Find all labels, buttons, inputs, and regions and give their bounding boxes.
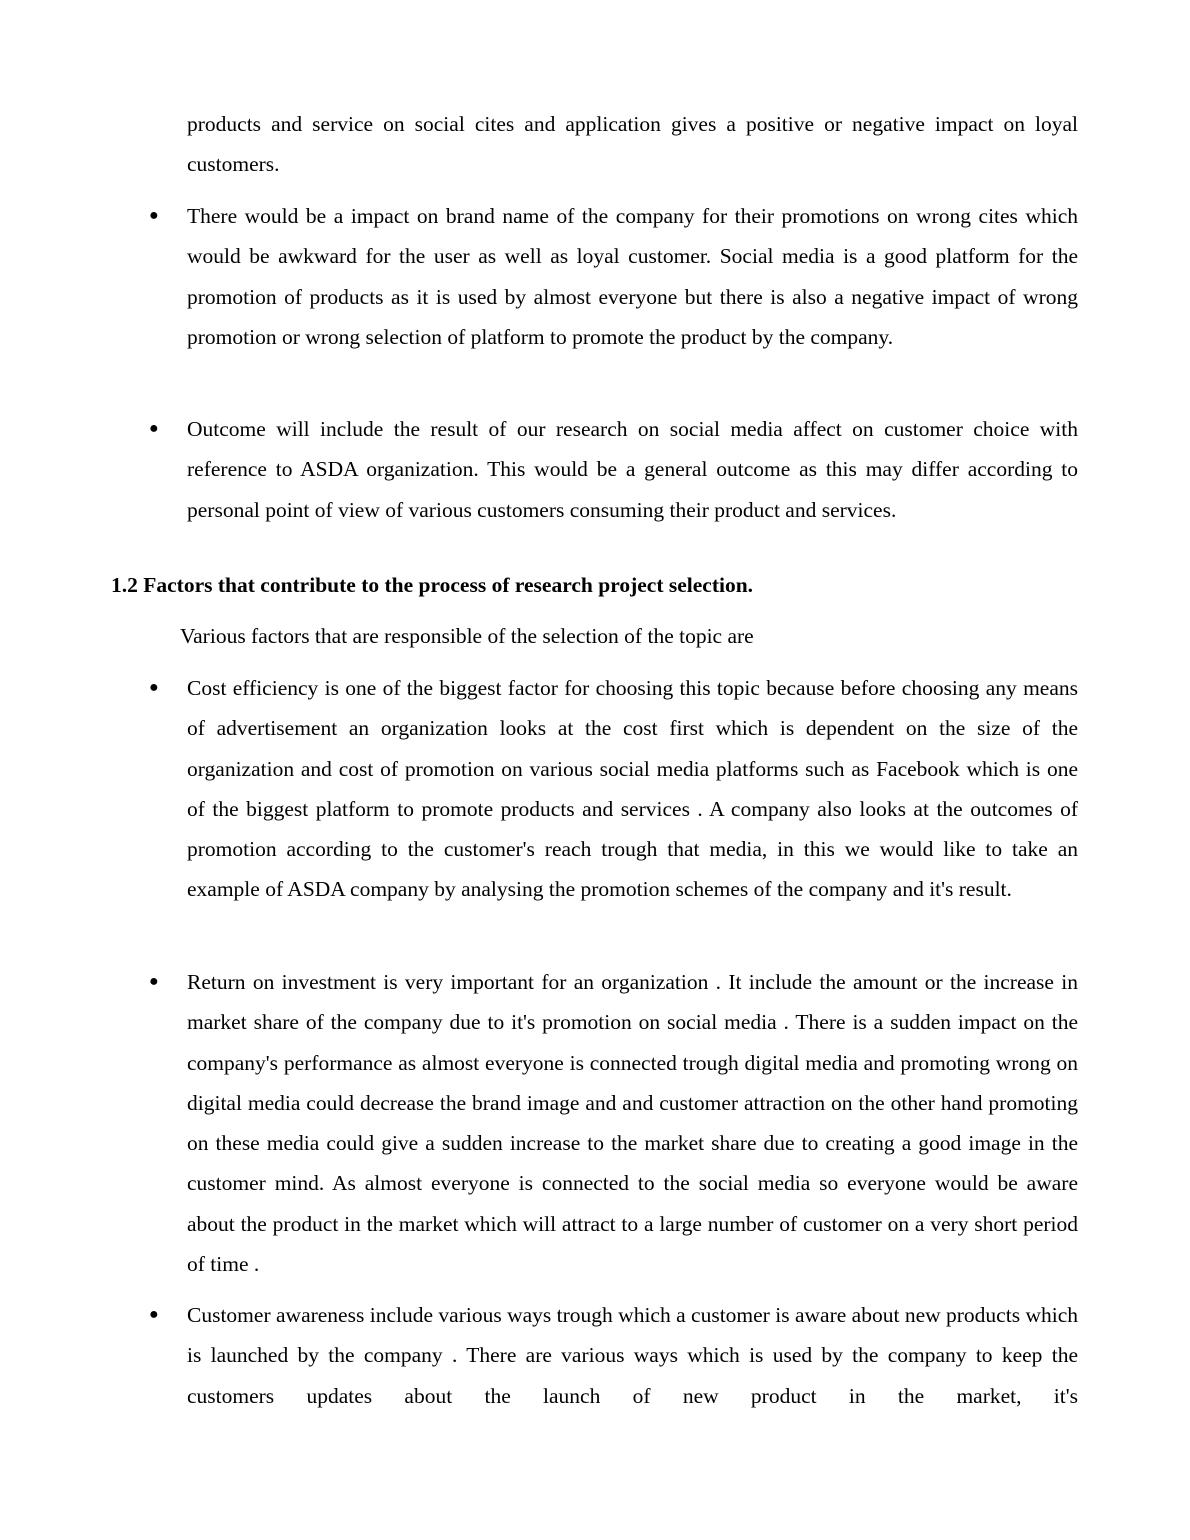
intro-text: Various factors that are responsible of the selection of the topic are [180, 624, 754, 648]
paragraph-continued: products and service on social cites and application gives a positive or negative impact on loyal customers. [187, 112, 1078, 177]
bullet-icon: ● [149, 679, 159, 696]
bullet-icon: ● [149, 420, 159, 437]
bullet-icon: ● [149, 207, 159, 224]
bullet-paragraph: Cost efficiency is one of the biggest factor for choosing this topic because before choosing any means of advertisement an organization looks at the cost first which is dependent on the size of the organization and cost of promotion on various social media platforms such as Facebook which is one of the biggest platform to promote products and services . A company also looks at the outcomes of promotion according to the customer's reach trough that media, in this we would like to take an example of ASDA company by analysing the promotion schemes of the company and it's result. [187, 676, 1078, 902]
section-heading: 1.2 Factors that contribute to the process of research project selection. [111, 573, 754, 597]
bullet-icon: ● [149, 1306, 159, 1323]
bullet-paragraph: Outcome will include the result of our research on social media affect on customer choice with reference to ASDA organization. This would be a general outcome as this may differ according to personal point of view of various customers consuming their product and services. [187, 417, 1078, 522]
bullet-icon: ● [149, 973, 159, 990]
bullet-paragraph: There would be a impact on brand name of the company for their promotions on wrong cites which would be awkward for the user as well as loyal customer. Social media is a good platform for the promotion of products as it is used by almost everyone but there is also a negative impact of wrong promotion or wrong selection of platform to promote the product by the company. [187, 204, 1078, 349]
bullet-paragraph: Customer awareness include various ways trough which a customer is aware about new products which is launched by the company . There are various ways which is used by the company to keep the customers updates about the launch of new product in the market, it's [187, 1303, 1078, 1408]
bullet-paragraph: Return on investment is very important for an organization . It include the amount or the increase in market share of the company due to it's promotion on social media . There is a sudden impact on the company's performance as almost everyone is connected trough digital media and promoting wrong on digital media could decrease the brand image and and customer attraction on the other hand promoting on these media could give a sudden increase to the market share due to creating a good image in the customer mind. As almost everyone is connected to the social media so everyone would be aware about the product in the market which will attract to a large number of customer on a very short period of time . [187, 970, 1078, 1277]
